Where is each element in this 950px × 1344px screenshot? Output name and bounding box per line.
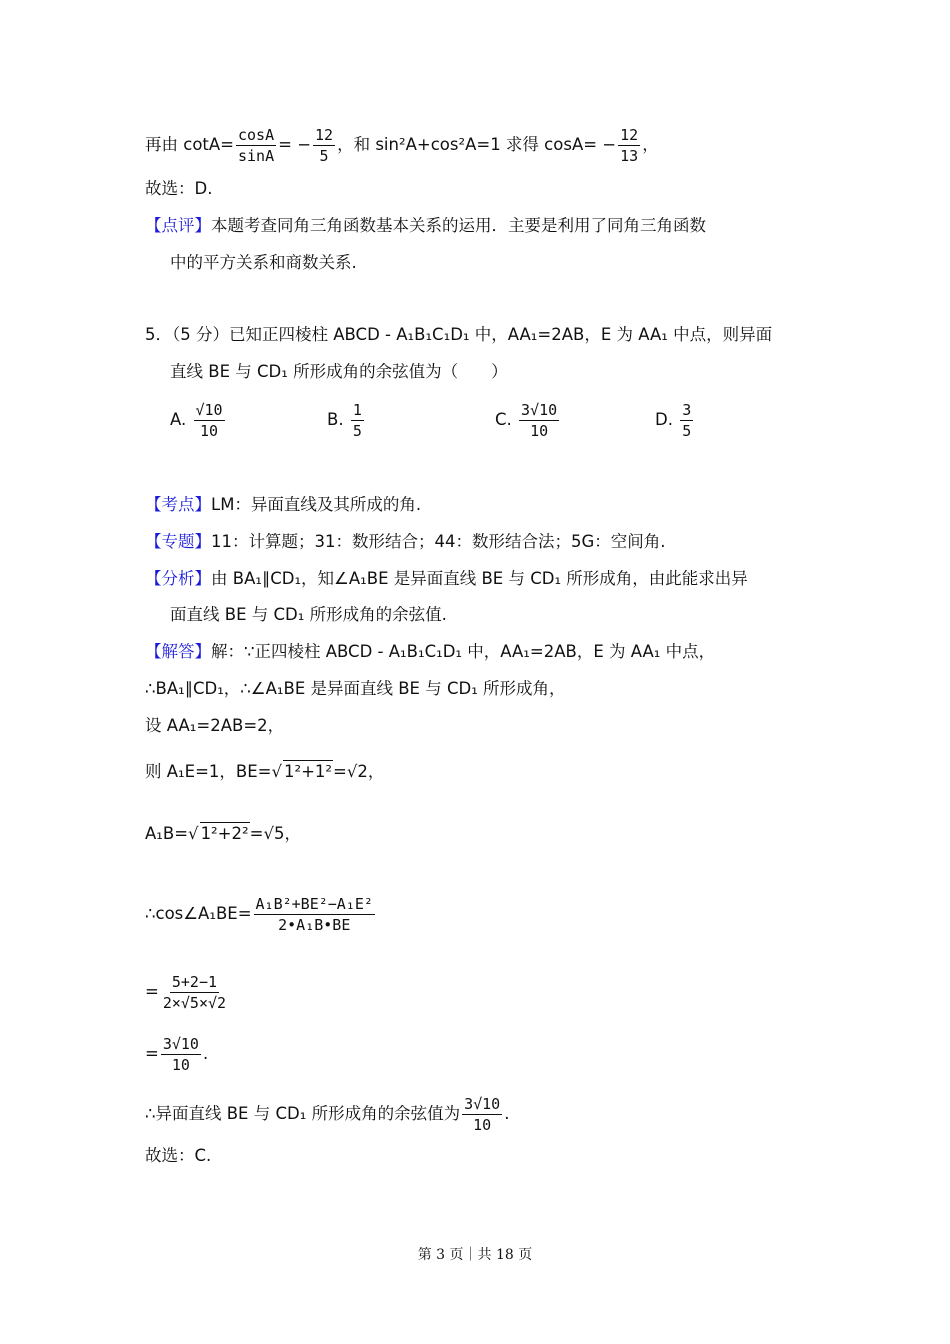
denominator: 10 [200, 422, 219, 440]
numerator: 3√10 [162, 1035, 199, 1053]
text: =√5， [249, 824, 301, 843]
fraction [194, 400, 225, 441]
fenxi-cont: 面直线 BE 与 CD₁ 所形成角的余弦值. [170, 605, 447, 624]
numerator: cosA [238, 126, 275, 144]
zhuanti-text: 11：计算题；31：数形结合；44：数形结合法；5G：空间角. [211, 532, 666, 551]
solution-step-6 [145, 972, 230, 1013]
radicand: 1²+1² [283, 762, 333, 781]
fenxi-line [145, 568, 748, 590]
solution-step-4: A₁B=√ 1²+2²=√5， [145, 824, 301, 843]
denominator: 13 [620, 147, 639, 165]
text: ，和 sin²A+cos²A=1 求得 cosA= − [337, 135, 617, 154]
fraction [236, 125, 276, 166]
numerator: 12 [315, 126, 334, 144]
text: 再由 cotA= [145, 135, 234, 154]
page-footer: 第 3 页｜共 18 页 [417, 1247, 533, 1263]
answer-d: 故选：D. [145, 179, 213, 198]
kaodian-text: LM：异面直线及其所成的角. [211, 495, 422, 514]
text: = − [278, 135, 312, 154]
option-c[interactable] [495, 400, 561, 441]
solution-step-2: 设 AA₁=2AB=2， [145, 716, 285, 735]
denominator: 2•A₁B•BE [278, 916, 351, 934]
text: . [202, 1044, 209, 1063]
zhuanti-tag: 【专题】 [145, 532, 211, 551]
numerator: A₁B²+BE²−A₁E² [255, 895, 373, 913]
jieda-text: 解：∵正四棱柱 ABCD - A₁B₁C₁D₁ 中，AA₁=2AB，E 为 AA₁ 中点， [211, 642, 716, 661]
solution-step-7 [145, 1034, 208, 1075]
jieda-line [145, 641, 715, 663]
comment-cont: 中的平方关系和商数关系. [170, 253, 357, 272]
option-b[interactable] [327, 400, 366, 441]
kaodian-line [145, 494, 421, 516]
text: ∴异面直线 BE 与 CD₁ 所形成角的余弦值为 [145, 1104, 461, 1123]
denominator: 5 [682, 422, 692, 440]
numerator: 3√10 [464, 1095, 501, 1113]
question-5-line1: 5．（5 分）已知正四棱柱 ABCD - A₁B₁C₁D₁ 中，AA₁=2AB，E 为 AA₁ 中点，则异面 [145, 325, 773, 344]
text: A₁B= [145, 824, 189, 843]
comment-tag: 【点评】 [145, 216, 211, 235]
denominator: 10 [530, 422, 549, 440]
fraction [351, 400, 364, 441]
fraction [519, 400, 559, 441]
radicand: 1²+2² [200, 824, 249, 843]
denominator: 2×√5×√2 [162, 994, 227, 1012]
fenxi-text: 由 BA₁∥CD₁，知∠A₁BE 是异面直线 BE 与 CD₁ 所形成角，由此能求出异 [211, 569, 748, 588]
fenxi-tag: 【分析】 [145, 569, 211, 588]
fraction [618, 125, 640, 166]
answer-c: 故选：C. [145, 1146, 212, 1165]
text: = [145, 982, 159, 1001]
numerator: 3√10 [521, 401, 558, 419]
text: 则 A₁E=1，BE= [145, 762, 272, 781]
solution-line-cot [145, 125, 659, 166]
numerator: √10 [195, 401, 223, 419]
denominator: 5 [352, 422, 362, 440]
text: ， [642, 135, 659, 154]
numerator: 1 [352, 401, 362, 419]
jieda-tag: 【解答】 [145, 642, 211, 661]
option-label: A. [170, 410, 187, 429]
denominator: 5 [319, 147, 329, 165]
kaodian-tag: 【考点】 [145, 495, 211, 514]
denominator: sinA [238, 147, 275, 165]
fraction [254, 894, 375, 935]
solution-step-1: ∴BA₁∥CD₁，∴∠A₁BE 是异面直线 BE 与 CD₁ 所形成角， [145, 679, 566, 698]
option-label: B. [327, 410, 344, 429]
fraction [161, 1034, 201, 1075]
solution-step-3: 则 A₁E=1，BE=√ 1²+1²=√2， [145, 762, 385, 781]
fraction [161, 972, 228, 1013]
fraction [680, 400, 693, 441]
option-label: D. [655, 410, 673, 429]
option-d[interactable] [655, 400, 695, 441]
denominator: 10 [171, 1056, 190, 1074]
option-a[interactable] [170, 400, 227, 441]
zhuanti-line [145, 531, 666, 553]
solution-conclusion [145, 1094, 509, 1135]
text: =√2， [333, 762, 385, 781]
question-5-line2: 直线 BE 与 CD₁ 所形成角的余弦值为（ ） [170, 362, 508, 381]
solution-step-5 [145, 894, 377, 935]
numerator: 5+2−1 [171, 973, 218, 991]
text: . [504, 1104, 510, 1123]
fraction [313, 125, 335, 166]
numerator: 3 [682, 401, 692, 419]
option-label: C. [495, 410, 512, 429]
comment-text: 本题考查同角三角函数基本关系的运用．主要是利用了同角三角函数 [211, 216, 706, 235]
text: = [145, 1044, 159, 1063]
fraction [462, 1094, 502, 1135]
numerator: 12 [620, 126, 639, 144]
denominator: 10 [473, 1116, 492, 1134]
text: ∴cos∠A₁BE= [145, 904, 252, 923]
comment-line [145, 215, 706, 237]
